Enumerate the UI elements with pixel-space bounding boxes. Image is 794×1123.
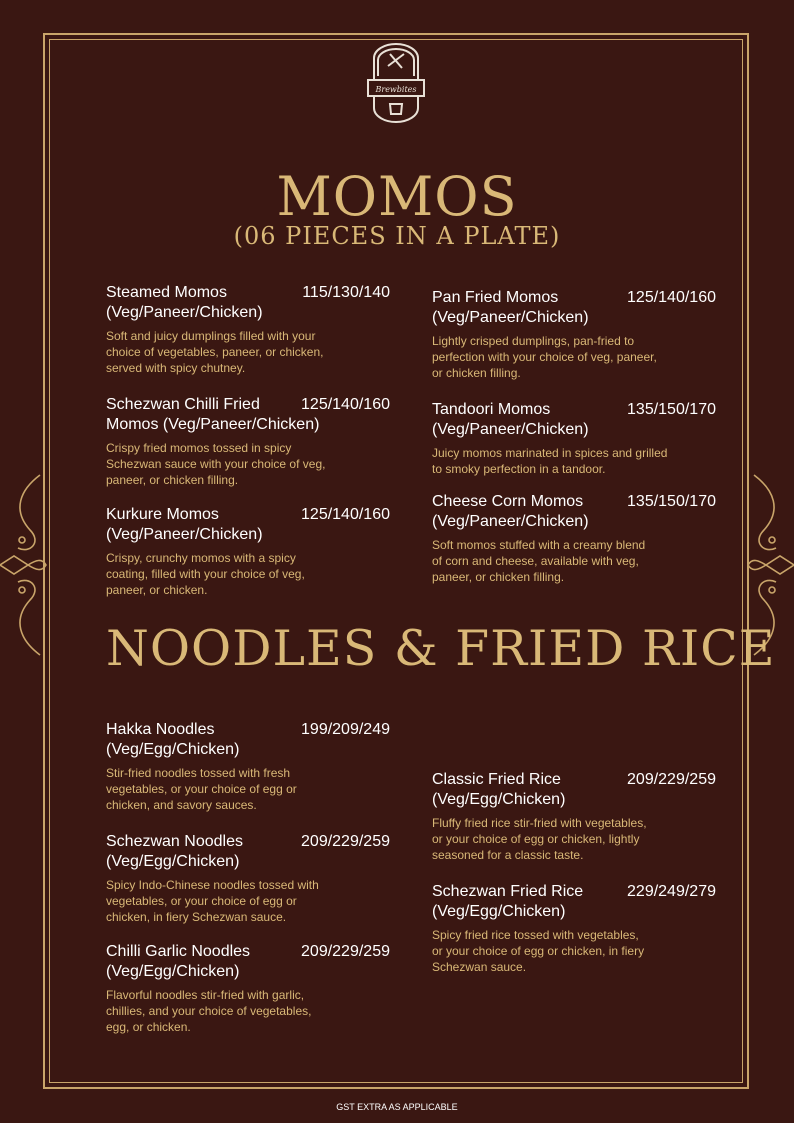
item-price: 125/140/160 [301,396,390,413]
brand-logo [366,40,426,130]
item-price: 209/229/259 [627,771,716,788]
item-description: Crispy fried momos tossed in spicy Schezwan sauce with your choice of veg, paneer, or chicken filling. [106,441,326,487]
item-description: Soft and juicy dumplings filled with your choice of vegetables, paneer, or chicken, served with spicy chutney. [106,329,324,375]
momos-section-subtitle: (06 PIECES IN A PLATE) [233,222,561,250]
item-name: Cheese Corn Momos (Veg/Paneer/Chicken) [432,493,589,530]
item-name: Kurkure Momos (Veg/Paneer/Chicken) [106,506,263,543]
menu-item-steamed-momos [106,283,390,376]
item-description: Flavorful noodles stir-fried with garlic, chillies, and your choice of vegetables, egg, or chicken. [106,988,312,1034]
gst-note: GST EXTRA AS APPLICABLE [336,1102,458,1112]
item-name: Schezwan Fried Rice (Veg/Egg/Chicken) [432,883,584,920]
menu-item-tandoori-momos [432,400,716,477]
menu-item-schezwan-noodles [106,832,390,925]
item-price: 115/130/140 [302,284,390,301]
left-flourish-ornament [0,470,48,660]
item-name: Classic Fried Rice (Veg/Egg/Chicken) [432,771,566,808]
menu-item-hakka-noodles [106,720,390,813]
item-name: Hakka Noodles (Veg/Egg/Chicken) [106,721,240,758]
menu-item-pan-fried-momos [432,288,716,381]
item-name: Schezwan Noodles (Veg/Egg/Chicken) [106,833,243,870]
item-description: Soft momos stuffed with a creamy blend of corn and cheese, available with veg, paneer, or chicken filling. [432,538,646,584]
item-price: 199/209/249 [301,721,390,738]
menu-item-chilli-garlic-noodles [106,942,390,1035]
item-description: Fluffy fried rice stir-fried with vegetables, or your choice of egg or chicken, lightly seasoned for a classic taste. [432,816,647,862]
item-price: 135/150/170 [627,493,716,510]
menu-item-classic-fried-rice [432,770,716,863]
item-description: Spicy fried rice tossed with vegetables, or your choice of egg or chicken, in fiery Schezwan sauce. [432,928,645,974]
item-name: Schezwan Chilli Fried Momos (Veg/Paneer/Chicken) [106,396,320,433]
menu-item-kurkure-momos [106,505,390,598]
item-description: Spicy Indo-Chinese noodles tossed with vegetables, or your choice of egg or chicken, in fiery Schezwan sauce. [106,878,319,924]
item-name: Steamed Momos (Veg/Paneer/Chicken) [106,284,263,321]
item-price: 125/140/160 [627,289,716,306]
item-description: Crispy, crunchy momos with a spicy coating, filled with your choice of veg, paneer, or chicken. [106,551,305,597]
item-price: 135/150/170 [627,401,716,418]
menu-item-cheese-corn-momos [432,492,716,585]
item-description: Stir-fried noodles tossed with fresh vegetables, or your choice of egg or chicken, and savory sauces. [106,766,297,812]
item-name: Pan Fried Momos (Veg/Paneer/Chicken) [432,289,589,326]
menu-item-schezwan-chilli-fried-momos [106,395,390,488]
item-description: Juicy momos marinated in spices and grilled to smoky perfection in a tandoor. [432,446,668,476]
item-price: 229/249/279 [627,883,716,900]
item-price: 125/140/160 [301,506,390,523]
item-name: Chilli Garlic Noodles (Veg/Egg/Chicken) [106,943,251,980]
item-price: 209/229/259 [301,833,390,850]
item-description: Lightly crisped dumplings, pan-fried to perfection with your choice of veg, paneer, or chicken filling. [432,334,657,380]
noodles-section-title: NOODLES & FRIED RICE [106,620,776,677]
momos-section-title: MOMOS [276,165,518,228]
item-name: Tandoori Momos (Veg/Paneer/Chicken) [432,401,589,438]
svg-text:Brewbites: Brewbites [375,85,417,94]
item-price: 209/229/259 [301,943,390,960]
menu-item-schezwan-fried-rice [432,882,716,975]
